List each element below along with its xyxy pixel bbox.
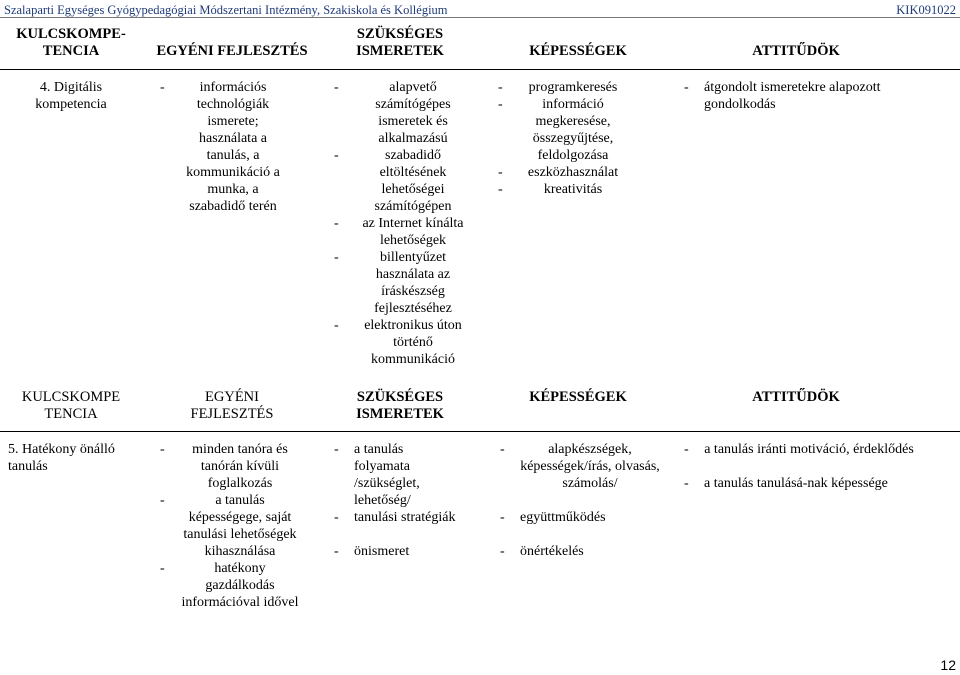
list-item: - minden tanóra és tanórán kívüli foglalkozás bbox=[160, 441, 300, 492]
cell-ismeretek bbox=[334, 441, 484, 560]
list-item: - programkeresés bbox=[498, 79, 628, 96]
list-item: - átgondolt ismeretekre alapozott gondolkodás bbox=[684, 79, 924, 113]
list-item: - információs technológiák ismerete; használata a tanulás, a kommunikáció a munka, a szabadidő terén bbox=[160, 79, 286, 215]
list-item: - a tanulás folyamata /szükséglet, lehetőség/ bbox=[334, 441, 484, 509]
header-kepessegek: KÉPESSÉGEK bbox=[529, 389, 627, 405]
list-item: - együttműködés bbox=[500, 509, 660, 526]
row-kompetencia: 4. Digitális kompetencia bbox=[35, 80, 107, 112]
cell-fejlesztes bbox=[160, 79, 286, 215]
list-item: - önértékelés bbox=[500, 543, 660, 560]
list-item: - a tanulás tanulásá-nak képessége bbox=[684, 475, 924, 492]
header-fejlesztes: EGYÉNI FEJLESZTÉS bbox=[156, 43, 308, 59]
header-ismeretek: SZÜKSÉGES ISMERETEK bbox=[356, 26, 444, 59]
cell-kepessegek bbox=[498, 79, 628, 198]
page-number: 12 bbox=[940, 657, 956, 673]
list-item: - alapvető számítógépes ismeretek és alkalmazású bbox=[334, 79, 472, 147]
header-kompetencia: KULCSKOMPE TENCIA bbox=[21, 389, 121, 422]
header-fejlesztes: EGYÉNI FEJLESZTÉS bbox=[190, 389, 274, 422]
list-item: - tanulási stratégiák bbox=[334, 509, 484, 526]
page-header bbox=[0, 0, 960, 20]
header-attitudok: ATTITŰDÖK bbox=[752, 43, 840, 59]
list-item: - a tanulás képességege, saját tanulási lehetőségek kihasználása bbox=[160, 492, 300, 560]
list-item: - az Internet kínálta lehetőségek bbox=[334, 215, 472, 249]
header-kepessegek: KÉPESSÉGEK bbox=[529, 43, 627, 59]
list-item: - önismeret bbox=[334, 543, 484, 560]
list-item: - kreativitás bbox=[498, 181, 628, 198]
document-code: KIK091022 bbox=[896, 3, 956, 17]
header-ismeretek: SZÜKSÉGES ISMERETEK bbox=[356, 389, 444, 422]
institution-name: Szalaparti Egységes Gyógypedagógiai Módszertani Intézmény, Szakiskola és Kollégium bbox=[4, 3, 448, 17]
cell-fejlesztes bbox=[160, 441, 300, 611]
list-item: - alapkészségek, képességek/írás, olvasás, számolás/ bbox=[500, 441, 660, 492]
cell-ismeretek bbox=[334, 79, 472, 368]
header-attitudok: ATTITŰDÖK bbox=[752, 389, 840, 405]
list-item: - elektronikus úton történő kommunikáció bbox=[334, 317, 472, 368]
table-2-header-rule bbox=[0, 431, 960, 432]
list-item: - szabadidő eltöltésének lehetőségei számítógépen bbox=[334, 147, 472, 215]
list-item: - eszközhasználat bbox=[498, 164, 628, 181]
header-kompetencia: KULCSKOMPE-TENCIA bbox=[16, 26, 126, 59]
header-divider bbox=[0, 17, 960, 18]
cell-attitudok bbox=[684, 79, 924, 113]
list-item: - hatékony gazdálkodás információval idővel bbox=[160, 560, 300, 611]
list-item: - a tanulás iránti motiváció, érdeklődés bbox=[684, 441, 924, 458]
cell-kepessegek bbox=[500, 441, 660, 560]
list-item: - információ megkeresése, összegyűjtése, feldolgozása bbox=[498, 96, 628, 164]
table-1-header-rule bbox=[0, 69, 960, 70]
list-item: - billentyűzet használata az íráskészség fejlesztéséhez bbox=[334, 249, 472, 317]
row-kompetencia: 5. Hatékony önálló tanulás bbox=[8, 442, 115, 474]
cell-attitudok bbox=[684, 441, 924, 492]
